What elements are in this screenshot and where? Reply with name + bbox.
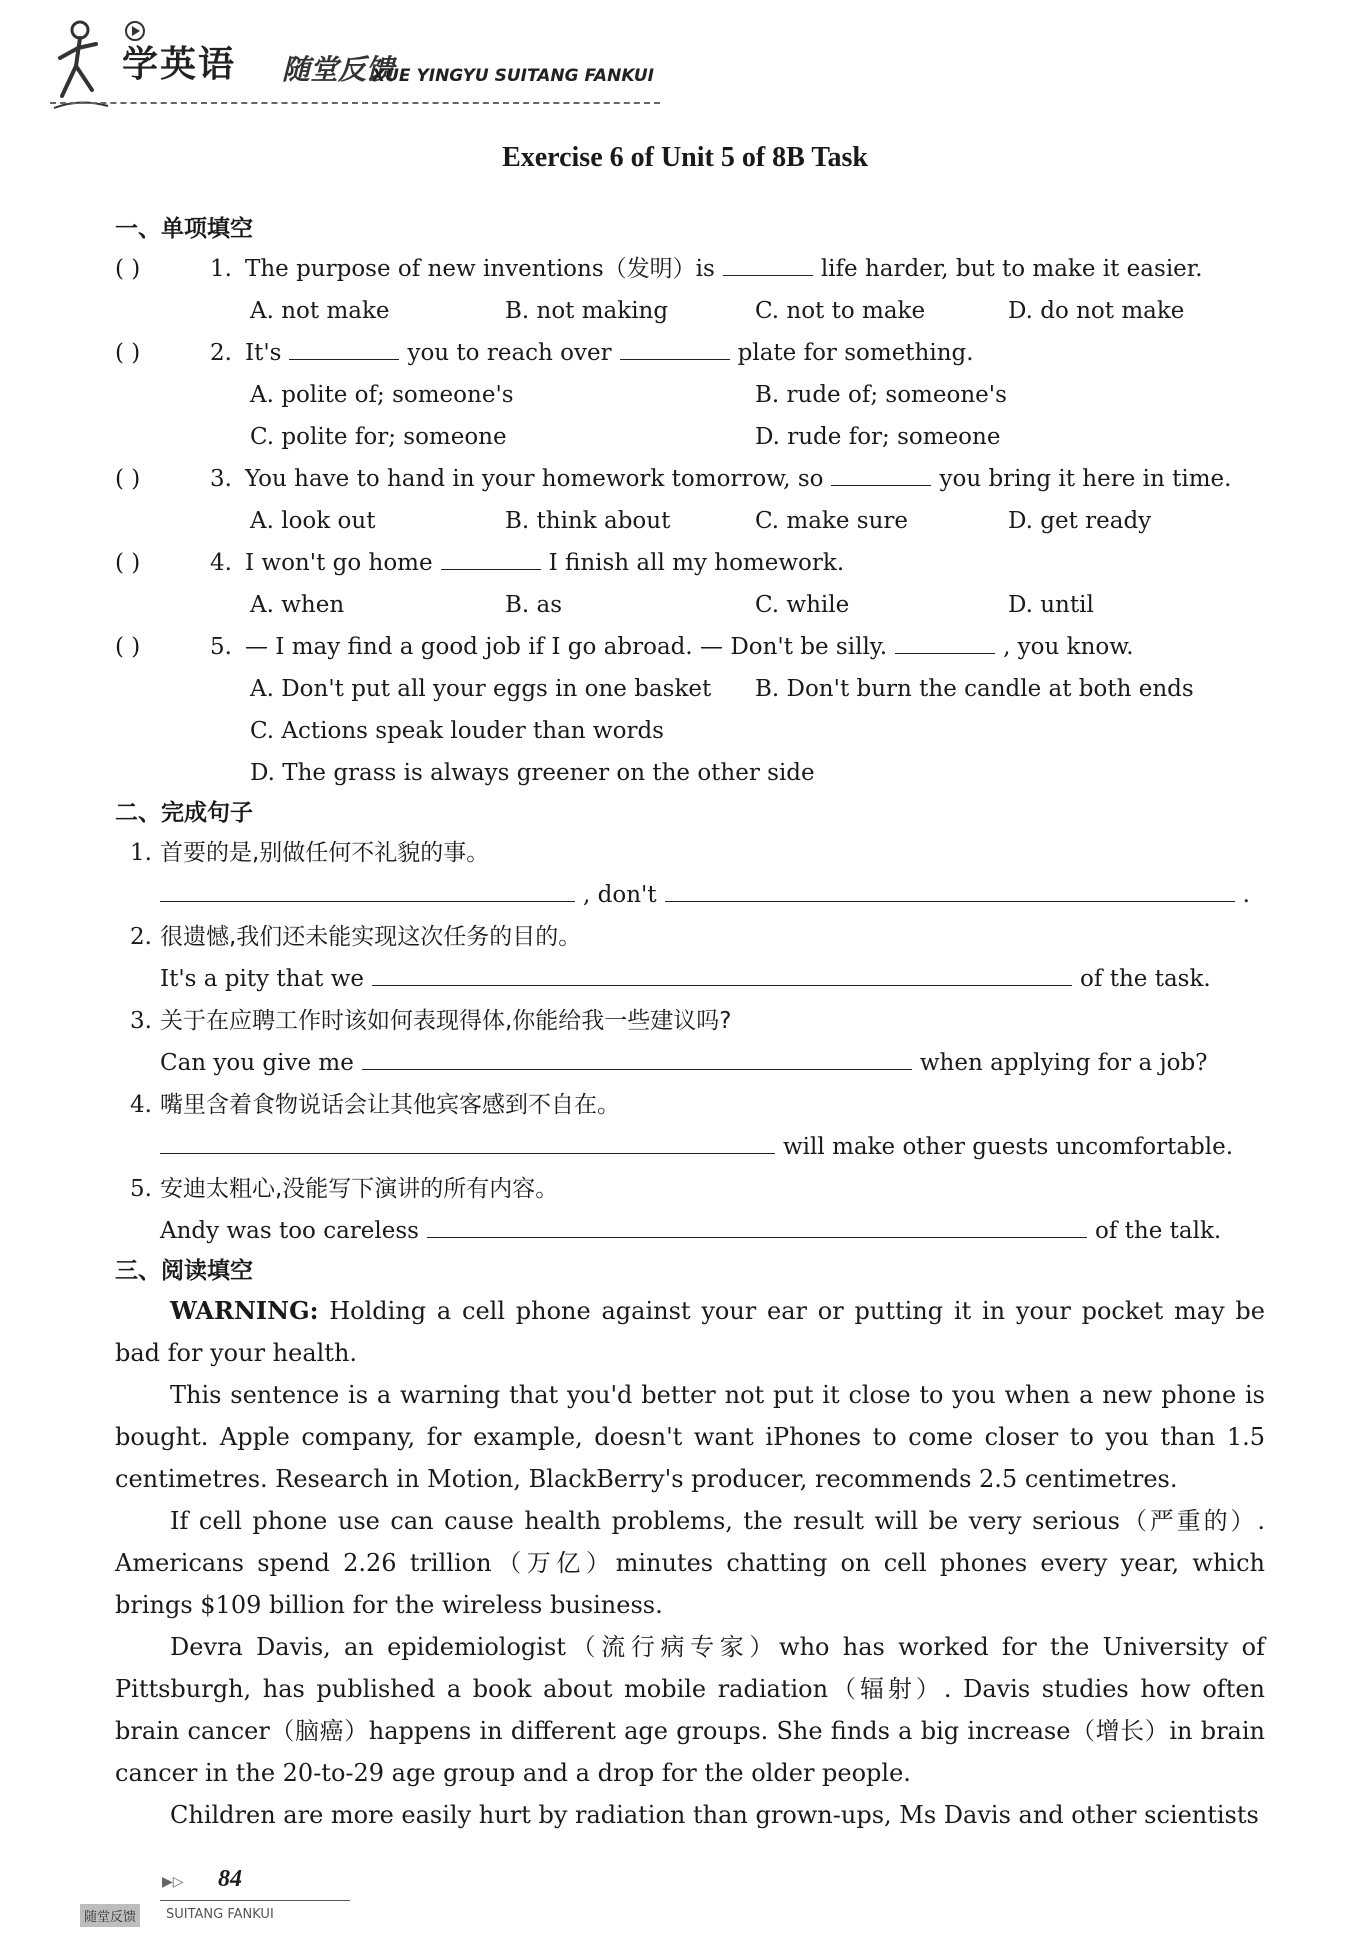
answer-paren[interactable]: ( ) [115, 550, 141, 576]
chinese-sentence: 首要的是,别做任何不礼貌的事。 [160, 840, 490, 866]
answer-blank[interactable] [723, 251, 813, 276]
sentence-answer [115, 1042, 1265, 1084]
reading-paragraph: This sentence is a warning that you'd better not put it close to you when a new phone is bought. Apple company, for example, doesn't want iPhones to come closer to you than 1.5 centimetres. Research in Motion, BlackBerry's producer, recommends 2.5 centimetres. [115, 1381, 1265, 1493]
section-heading: 三、阅读填空 [115, 1258, 253, 1284]
option: A. look out [250, 508, 376, 534]
option: D. rude for; someone [755, 424, 1001, 450]
option: C. polite for; someone [250, 424, 507, 450]
answer-blank[interactable] [160, 1129, 775, 1154]
sentence-number: 4. [130, 1092, 152, 1118]
sentence-prompt [115, 1168, 1265, 1210]
question-number: 2. [210, 340, 232, 366]
options-row [115, 710, 1265, 752]
sentence-prompt [115, 1000, 1265, 1042]
page-title: Exercise 6 of Unit 5 of 8B Task [502, 142, 868, 173]
reading-paragraph: WARNING: Holding a cell phone against your ear or putting it in your pocket may be bad for your health. [115, 1296, 1265, 1367]
answer-blank[interactable] [289, 335, 399, 360]
option: D. The grass is always greener on the other side [250, 760, 815, 786]
question-text: The purpose of new inventions（发明）is life harder, but to make it easier. [245, 248, 1203, 290]
question-number: 5. [210, 634, 232, 660]
question-row [115, 458, 1265, 500]
answer-blank[interactable] [160, 877, 575, 902]
reading-paragraph: Children are more easily hurt by radiation than grown-ups, Ms Davis and other scientists [170, 1801, 1259, 1829]
section-heading: 一、单项填空 [115, 216, 253, 242]
reading-paragraph: Devra Davis, an epidemiologist（流行病专家）who has worked for the University of Pittsburgh, has published a book about mobile radiation（辐射）. Davis studies how often brain cancer（脑癌）happens in different age groups. She finds a big increase（增长）in brain cancer in the 20-to-29 age group and a drop for the older people. [115, 1633, 1265, 1787]
option: A. not make [250, 298, 390, 324]
answer-paren[interactable]: ( ) [115, 466, 141, 492]
option: A. when [250, 592, 345, 618]
answer-paren[interactable]: ( ) [115, 340, 141, 366]
page-header [50, 14, 670, 114]
question-number: 3. [210, 466, 232, 492]
sentence-prompt [115, 1084, 1265, 1126]
header-brand: 学英语 [122, 44, 237, 85]
runner-logo-icon [50, 16, 110, 112]
answer-line: Andy was too careless of the talk. [160, 1210, 1221, 1252]
sentence-prompt [115, 916, 1265, 958]
chinese-sentence: 很遗憾,我们还未能实现这次任务的目的。 [160, 924, 582, 950]
answer-line: It's a pity that we of the task. [160, 958, 1211, 1000]
header-divider [50, 102, 660, 104]
question-text: You have to hand in your homework tomorrow, so you bring it here in time. [245, 458, 1231, 500]
page-number: 84 [218, 1866, 242, 1892]
options-row [115, 584, 1265, 626]
answer-paren[interactable]: ( ) [115, 256, 141, 282]
reading-paragraph: If cell phone use can cause health problems, the result will be very serious（严重的）. Americans spend 2.26 trillion（万亿）minutes chatting on cell phones every year, which brings $109 billion for the wireless business. [115, 1507, 1265, 1619]
header-pinyin: XUE YINGYU SUITANG FANKUI [372, 66, 655, 86]
option: B. not making [505, 298, 669, 324]
answer-blank[interactable] [441, 545, 541, 570]
section-heading: 二、完成句子 [115, 800, 253, 826]
exercise-content [115, 210, 1265, 1836]
answer-blank[interactable] [427, 1213, 1087, 1238]
sentence-number: 1. [130, 840, 152, 866]
option: D. do not make [1008, 298, 1185, 324]
answer-paren[interactable]: ( ) [115, 634, 141, 660]
answer-blank[interactable] [362, 1045, 912, 1070]
answer-blank[interactable] [372, 961, 1072, 986]
options-row [115, 416, 1265, 458]
option: B. Don't burn the candle at both ends [755, 676, 1194, 702]
sentence-answer [115, 874, 1265, 916]
question-text: — I may find a good job if I go abroad. — Don't be silly. , you know. [245, 626, 1134, 668]
question-number: 1. [210, 256, 232, 282]
options-row [115, 752, 1265, 794]
options-row [115, 374, 1265, 416]
answer-blank[interactable] [665, 877, 1235, 902]
options-row [115, 290, 1265, 332]
question-row [115, 626, 1265, 668]
option: B. think about [505, 508, 671, 534]
answer-line: , don't . [160, 874, 1250, 916]
sentence-prompt [115, 832, 1265, 874]
question-text: I won't go home I finish all my homework. [245, 542, 844, 584]
answer-blank[interactable] [831, 461, 931, 486]
warning-label: WARNING: [170, 1296, 319, 1325]
arrow-icon: ▶▷ [162, 1874, 184, 1890]
chinese-sentence: 嘴里含着食物说话会让其他宾客感到不自在。 [160, 1092, 620, 1118]
question-row [115, 332, 1265, 374]
answer-line: Can you give me when applying for a job? [160, 1042, 1208, 1084]
page-footer [80, 1862, 300, 1932]
option: D. get ready [1008, 508, 1152, 534]
sentence-answer [115, 1210, 1265, 1252]
header-brand-sub: 随堂反馈 [282, 53, 395, 86]
option: D. until [1008, 592, 1094, 618]
question-row [115, 542, 1265, 584]
sentence-answer [115, 1126, 1265, 1168]
answer-blank[interactable] [620, 335, 730, 360]
footer-badge-sub: SUITANG FANKUI [166, 1907, 274, 1922]
footer-divider [160, 1900, 350, 1901]
option: C. not to make [755, 298, 926, 324]
answer-blank[interactable] [895, 629, 995, 654]
sentence-number: 2. [130, 924, 152, 950]
option: C. while [755, 592, 850, 618]
sentence-number: 3. [130, 1008, 152, 1034]
footer-badge: 随堂反馈 [80, 1904, 140, 1927]
option: A. Don't put all your eggs in one basket [250, 676, 712, 702]
option: B. rude of; someone's [755, 382, 1007, 408]
options-row [115, 668, 1265, 710]
option: A. polite of; someone's [250, 382, 514, 408]
chinese-sentence: 安迪太粗心,没能写下演讲的所有内容。 [160, 1176, 559, 1202]
sentence-answer [115, 958, 1265, 1000]
question-text: It's you to reach over plate for something. [245, 332, 974, 374]
question-number: 4. [210, 550, 232, 576]
sentence-number: 5. [130, 1176, 152, 1202]
options-row [115, 500, 1265, 542]
answer-line: will make other guests uncomfortable. [160, 1126, 1233, 1168]
option: B. as [505, 592, 563, 618]
option: C. make sure [755, 508, 909, 534]
option: C. Actions speak louder than words [250, 718, 664, 744]
chinese-sentence: 关于在应聘工作时该如何表现得体,你能给我一些建议吗? [160, 1008, 732, 1034]
question-row [115, 248, 1265, 290]
